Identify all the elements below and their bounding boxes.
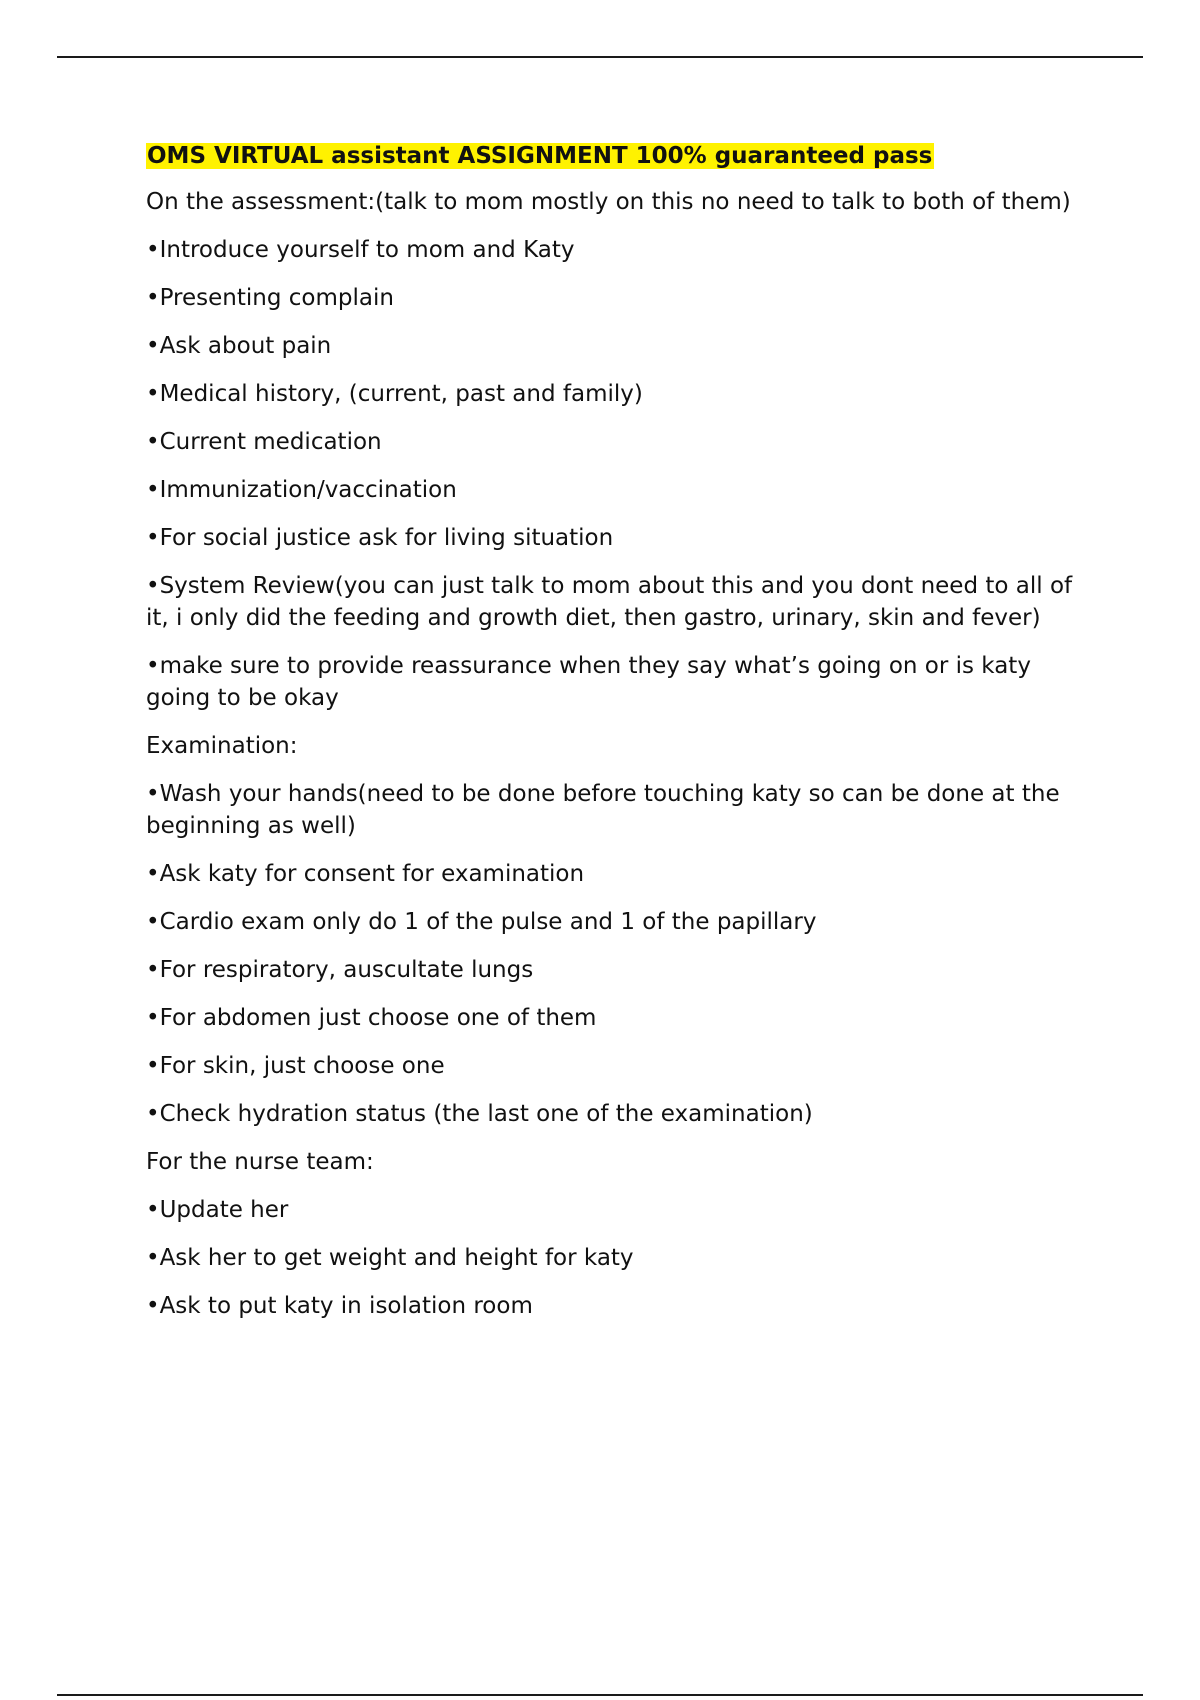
bullet-item: • Wash your hands(need to be done before touching katy so can be done at the beginning as well) <box>146 778 1096 842</box>
bullet-item: • Update her <box>146 1194 1096 1226</box>
document-title-text: OMS VIRTUAL assistant ASSIGNMENT 100% guaranteed pass <box>147 143 933 169</box>
bullet-item: • For abdomen just choose one of them <box>146 1002 1096 1034</box>
bullet-item: • Introduce yourself to mom and Katy <box>146 234 1096 266</box>
bullet-item: • For respiratory, auscultate lungs <box>146 954 1096 986</box>
section-paragraph: On the assessment:(talk to mom mostly on this no need to talk to both of them) <box>146 189 1071 215</box>
section-paragraph: For the nurse team: <box>146 1149 374 1175</box>
bullet-item: • For social justice ask for living situation <box>146 522 1096 554</box>
bullet-item: • System Review(you can just talk to mom about this and you dont need to all of it, i only did the feeding and growth diet, then gastro, urinary, skin and fever) <box>146 570 1096 634</box>
bullet-item: • Ask about pain <box>146 330 1096 362</box>
page-top-rule <box>57 56 1143 58</box>
bullet-item: • Ask to put katy in isolation room <box>146 1290 1096 1322</box>
bullet-item: • For skin, just choose one <box>146 1050 1096 1082</box>
paragraph-list <box>146 186 1096 1322</box>
bullet-item: • Ask katy for consent for examination <box>146 858 1096 890</box>
bullet-item: • Medical history, (current, past and family) <box>146 378 1096 410</box>
document-title <box>146 140 1096 172</box>
bullet-item: • Presenting complain <box>146 282 1096 314</box>
bullet-item: • Current medication <box>146 426 1096 458</box>
page-bottom-rule <box>57 1694 1143 1696</box>
bullet-item: • Cardio exam only do 1 of the pulse and 1 of the papillary <box>146 906 1096 938</box>
bullet-item: • Check hydration status (the last one of the examination) <box>146 1098 1096 1130</box>
bullet-item: • make sure to provide reassurance when they say what’s going on or is katy going to be okay <box>146 650 1096 714</box>
section-paragraph: Examination: <box>146 733 298 759</box>
document-body <box>146 140 1096 1338</box>
bullet-item: • Ask her to get weight and height for katy <box>146 1242 1096 1274</box>
bullet-item: • Immunization/vaccination <box>146 474 1096 506</box>
